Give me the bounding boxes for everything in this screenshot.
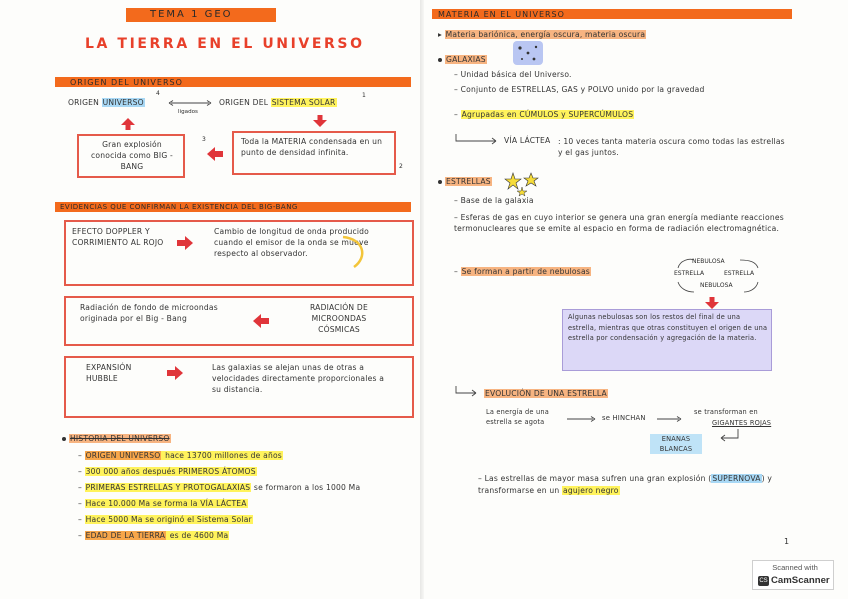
arrow-right-icon [176, 235, 194, 251]
note-number-3: 3 [202, 136, 206, 143]
evolucion-enanas: ENANAS BLANCAS [650, 434, 702, 454]
galaxias-heading: GALAXIAS [438, 55, 487, 64]
estrellas-item: – Se forman a partir de nebulosas [454, 267, 590, 276]
evolucion-hinchan: se HINCHAN [602, 414, 646, 422]
stars-doodle-icon [504, 171, 546, 197]
arrow-up-icon [120, 117, 136, 131]
note-number-2: 2 [399, 163, 403, 170]
via-lactea-label: VÍA LÁCTEA [504, 136, 551, 145]
cycle-arrows-icon [668, 254, 768, 298]
evolucion-heading: EVOLUCIÓN DE UNA ESTRELLA [485, 389, 607, 398]
galaxias-item: – Agrupadas en CÚMULOS y SUPERCÚMULOS [454, 110, 634, 119]
camscanner-logo-icon: CS [759, 578, 768, 584]
arrow-left-icon [252, 313, 270, 329]
note-number-1: 1 [362, 92, 366, 99]
galaxias-item: – Conjunto de ESTRELLAS, GAS y POLVO unido por la gravedad [454, 85, 705, 94]
historia-item: – Hace 5000 Ma se originó el Sistema Solar [78, 515, 252, 524]
right-page [424, 0, 848, 599]
estrellas-item: – Base de la galaxia [454, 196, 534, 205]
hook-arrow-icon [454, 133, 500, 145]
squiggle-mark-icon [340, 233, 370, 271]
evolucion-transforman: se transforman en [694, 408, 758, 416]
evidence-desc-doppler: Cambio de longitud de onda producido cuando el emisor de la onda se mueve respecto al observador. [214, 227, 370, 258]
camscanner-caption: Scanned with [772, 563, 818, 572]
arrow-right-icon [566, 415, 596, 423]
origen-sistema-solar-text: ORIGEN DEL SISTEMA SOLAR [219, 98, 336, 107]
estrellas-heading: ESTRELLAS [438, 177, 492, 186]
evidence-label-radiacion: RADIACIÓN DE MICROONDAS CÓSMICAS [310, 303, 368, 334]
evolucion-final-text: – Las estrellas de mayor masa sufren una gran explosión (SUPERNOVA) y transformarse en un agujero negro [478, 474, 773, 495]
evidence-desc-radiacion: Radiación de fondo de microondas originada por el Big - Bang [80, 303, 218, 323]
via-lactea-text: : 10 veces tanta materia oscura como todas las estrellas y el gas juntos. [558, 137, 785, 157]
note-number-4: 4 [156, 90, 160, 97]
cycle-nebulosa-bottom: NEBULOSA [700, 282, 733, 289]
evolucion-gigantes: GIGANTES ROJAS [712, 419, 772, 427]
section-title-materia: MATERIA EN EL UNIVERSO [438, 10, 565, 19]
evolucion-energy-text: La energía de una estrella se agota [486, 408, 549, 426]
galaxias-item: – Unidad básica del Universo. [454, 70, 572, 79]
evidence-label-doppler: EFECTO DOPPLER Y CORRIMIENTO AL ROJO [72, 227, 164, 247]
historia-item: – EDAD DE LA TIERRA es de 4600 Ma [78, 531, 229, 540]
bidirectional-arrow-icon [168, 98, 212, 108]
materia-text: Toda la MATERIA condensada en un punto de densidad infinita. [241, 137, 383, 157]
historia-item: – PRIMERAS ESTRELLAS Y PROTOGALAXIAS se formaron a los 1000 Ma [78, 483, 361, 492]
page-number: 1 [784, 537, 790, 546]
arrow-left-icon [206, 146, 224, 162]
cycle-nebulosa-top: NEBULOSA [692, 258, 725, 265]
hook-arrow-icon [718, 428, 742, 442]
evidence-label-hubble: EXPANSIÓN HUBBLE [86, 363, 132, 383]
camscanner-name: CamScanner [771, 575, 830, 586]
hook-arrow-icon [454, 385, 480, 397]
camscanner-badge [752, 560, 834, 590]
evidence-desc-hubble: Las galaxias se alejan unas de otras a velocidades directamente proporcionales a su distancia. [212, 363, 385, 394]
galaxy-doodle-icon [512, 40, 544, 66]
cycle-estrella-left: ESTRELLA [674, 270, 705, 277]
arrow-down-icon [312, 114, 328, 128]
section-title-evidencias: EVIDENCIAS QUE CONFIRMAN LA EXISTENCIA DEL BIG-BANG [60, 203, 298, 211]
historia-item: – 300 000 años después PRIMEROS ÁTOMOS [78, 467, 256, 476]
estrellas-item: – Esferas de gas en cuyo interior se genera una gran energía mediante reacciones termonucleares que se emite al espacio en forma de radiación electromagnética. [454, 213, 784, 233]
arrow-right-icon [166, 365, 184, 381]
historia-item: – ORIGEN UNIVERSO hace 13700 millones de años [78, 451, 282, 460]
historia-heading: HISTORIA DEL UNIVERSO [62, 434, 171, 443]
materia-line: ▸ Materia bariónica, energía oscura, materia oscura [438, 30, 646, 39]
page-title: LA TIERRA EN EL UNIVERSO [85, 36, 365, 52]
historia-item: – Hace 10.000 Ma se forma la VÍA LÁCTEA [78, 499, 247, 508]
header-tab-label: TEMA 1 GEO [150, 9, 233, 20]
nebulosas-info-text: Algunas nebulosas son los restos del final de una estrella, mientras que otras constituyen el origen de una estrella por condensación y agregación de la materia. [568, 313, 768, 342]
section-title-origen: ORIGEN DEL UNIVERSO [70, 78, 183, 87]
arrow-right-icon [656, 415, 682, 423]
arrow-down-icon [704, 296, 720, 310]
ligados-label: ligados [178, 109, 198, 115]
big-bang-text: Gran explosión conocida como BIG - BANG [90, 140, 174, 171]
cycle-estrella-right: ESTRELLA [724, 270, 755, 277]
origen-universo-text: ORIGEN UNIVERSO [68, 98, 144, 107]
